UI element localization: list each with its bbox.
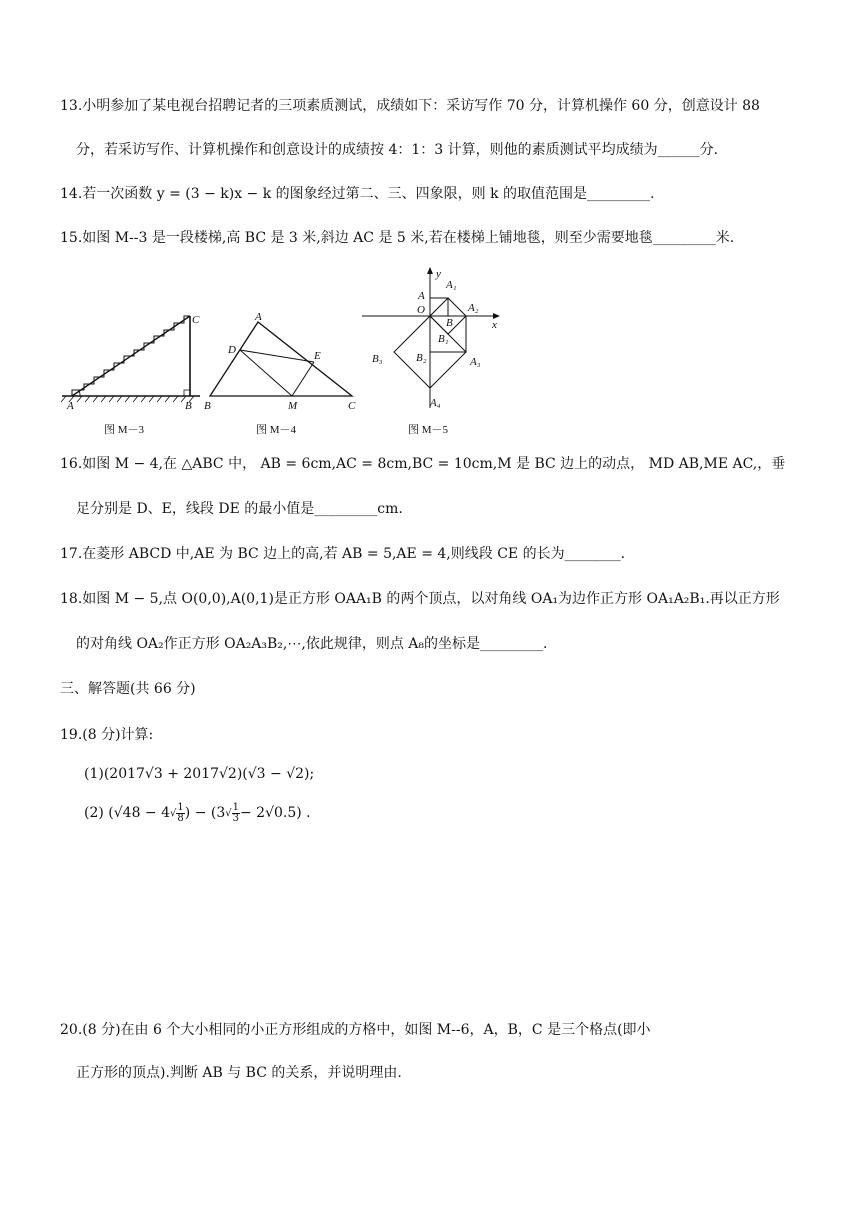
frac1-denominator: 8 xyxy=(177,812,184,824)
fraction-one-third: √ $\frac{1}{3}$ xyxy=(225,801,239,824)
frac2-denominator: 3 xyxy=(232,812,239,824)
question-18-line-2: 的对角线 OA₂作正方形 OA₂A₃B₂,⋯,依此规律，则点 A₈的坐标是_________. xyxy=(76,636,548,652)
q19-2-segment-b: ) − (3 xyxy=(184,805,226,821)
question-18-line-1: 18.如图 M − 5,点 O(0,0),A(0,1)是正方形 OAA₁B 的两个顶点，以对角线 OA₁为边作正方形 OA₁A₂B₁.再以正方形 xyxy=(60,591,780,607)
m3-label-c: C xyxy=(192,314,200,326)
question-13-line-1: 13.小明参加了某电视台招聘记者的三项素质测试，成绩如下：采访写作 70 分，计算机操作 60 分，创意设计 88 xyxy=(60,98,760,114)
m4-label-m: M xyxy=(288,400,298,412)
question-20-line-2: 正方形的顶点).判断 AB 与 BC 的关系，并说明理由. xyxy=(76,1065,402,1081)
fraction-one-eighth: √ $\frac{1}{8}$ xyxy=(170,801,184,824)
m5-caption: 图 M－5 xyxy=(408,424,449,436)
m5-label-a1: A₁ xyxy=(446,279,457,291)
m5-label-a4: A₄ xyxy=(430,397,441,409)
m3-caption: 图 M－3 xyxy=(104,424,145,436)
m4-label-b: B xyxy=(204,400,211,412)
m5-label-a: A xyxy=(418,290,425,302)
question-19-title: 19.(8 分)计算: xyxy=(60,727,154,743)
m4-label-c: C xyxy=(348,400,356,412)
m5-label-a3: A₃ xyxy=(470,356,481,368)
question-17: 17.在菱形 ABCD 中,AE 为 BC 边上的高,若 AB = 5,AE = 4,则线段 CE 的长为________. xyxy=(60,546,626,562)
m4-label-e: E xyxy=(314,350,321,362)
question-19-part-2 xyxy=(84,800,311,826)
section-3-heading: 三、解答题(共 66 分) xyxy=(60,681,196,697)
m3-label-a: A xyxy=(67,400,74,412)
m5-label-b2: B₂ xyxy=(416,352,427,364)
frac2-numerator: 1 xyxy=(232,801,239,813)
frac1-numerator: 1 xyxy=(177,801,184,813)
m5-label-b1: B₁ xyxy=(438,333,449,345)
question-14: 14.若一次函数 y = (3 − k)x − k 的图象经过第二、三、四象限，则 k 的取值范围是_________. xyxy=(60,186,655,202)
m5-label-x: x xyxy=(492,319,497,331)
question-16-line-2: 足分别是 D、E，线段 DE 的最小值是_________cm. xyxy=(76,501,403,517)
question-19-part-1: (1)(2017√3 + 2017√2)(√3 − √2); xyxy=(84,766,315,782)
question-15: 15.如图 M--3 是一段楼梯,高 BC 是 3 米,斜边 AC 是 5 米,若在楼梯上铺地毯，则至少需要地毯_________米. xyxy=(60,230,735,246)
q19-2-segment-c: − 2√0.5) . xyxy=(240,805,311,821)
m4-caption: 图 M－4 xyxy=(256,424,297,436)
q19-2-segment-a: (2) (√48 − 4 xyxy=(84,805,171,821)
question-20-line-1: 20.(8 分)在由 6 个大小相同的小正方形组成的方格中，如图 M--6，A，B，C 是三个格点(即小 xyxy=(60,1022,651,1038)
question-16-line-1: 16.如图 M − 4,在 △ABC 中， AB = 6cm,AC = 8cm,BC = 10cm,M 是 BC 边上的动点， MD AB,ME AC,，垂 xyxy=(60,456,786,472)
figure-m5 xyxy=(360,264,510,440)
m5-label-a2: A₂ xyxy=(468,302,479,314)
m5-label-y: y xyxy=(436,268,441,280)
m5-label-b: B xyxy=(446,317,453,329)
m5-label-b3: B₃ xyxy=(372,353,383,365)
m4-label-d: D xyxy=(228,344,236,356)
question-13-line-2: 分，若采访写作、计算机操作和创意设计的成绩按 4：1：3 计算，则他的素质测试平均成绩为______分. xyxy=(76,142,719,158)
m3-label-b: B xyxy=(185,400,192,412)
m4-label-a: A xyxy=(255,311,262,323)
figure-m4 xyxy=(200,310,360,440)
m5-label-o: O xyxy=(417,304,425,316)
figure-m3 xyxy=(58,310,208,440)
